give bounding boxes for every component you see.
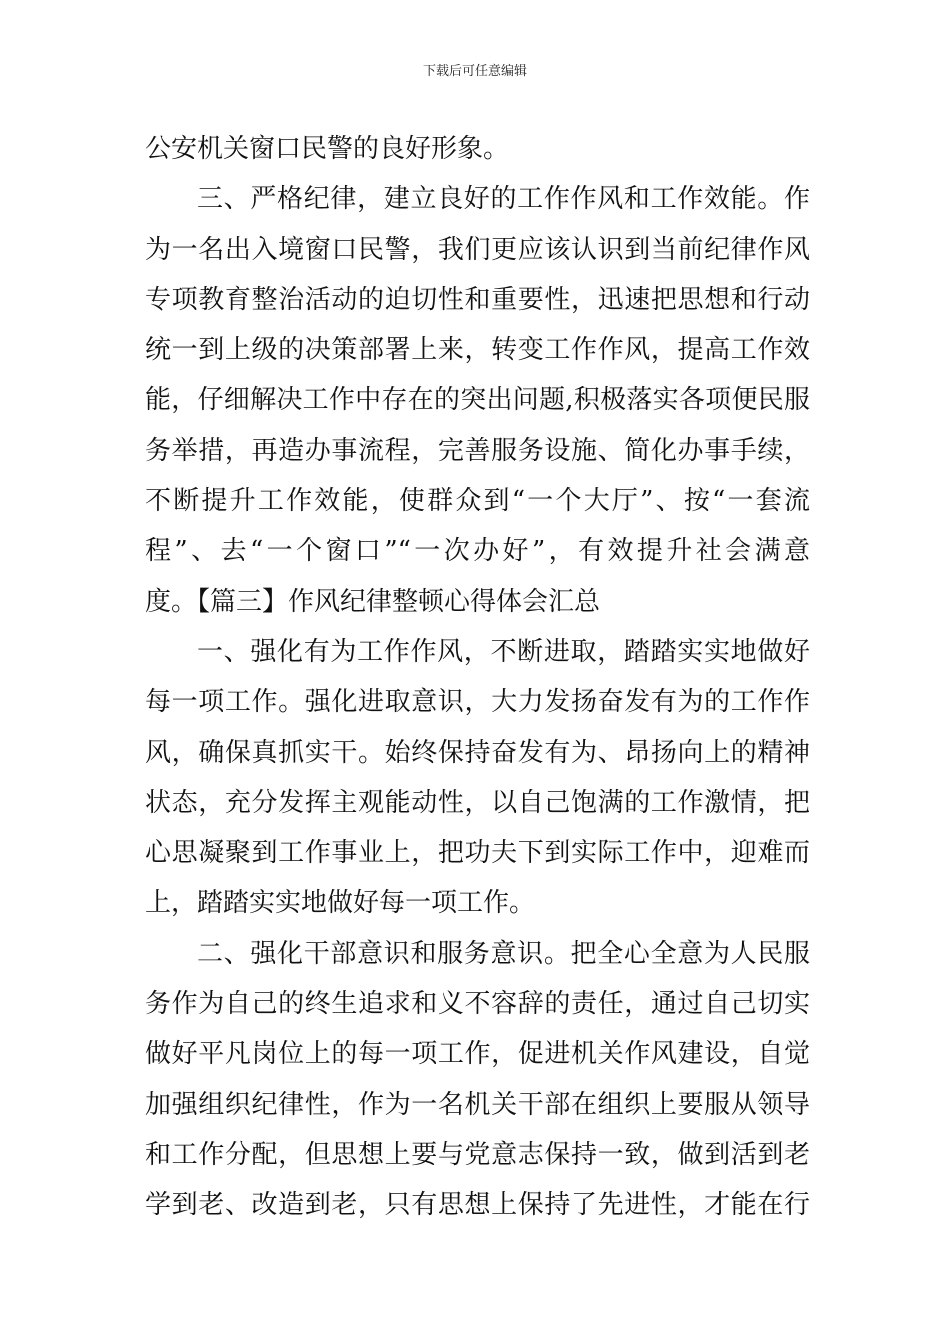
text-line: 二、强化干部意识和服务意识。把全心全意为人民服 <box>197 938 810 969</box>
text-line: 能，仔细解决工作中存在的突出问题,积极落实各项便民服 <box>145 385 810 416</box>
text-line: 三、严格纪律，建立良好的工作作风和工作效能。作 <box>197 184 810 215</box>
text-line: 学到老、改造到老，只有思想上保持了先进性，才能在行 <box>145 1190 810 1221</box>
text-line: 做好平凡岗位上的每一项工作，促进机关作风建设，自觉 <box>145 1039 810 1070</box>
text-line: 心思凝聚到工作事业上，把功夫下到实际工作中，迎难而 <box>145 838 810 869</box>
page-header: 下载后可任意编辑 <box>422 64 527 79</box>
text-line: 加强组织纪律性，作为一名机关干部在组织上要服从领导 <box>145 1089 810 1120</box>
text-line: 一、强化有为工作作风，不断进取，踏踏实实地做好 <box>197 636 810 667</box>
document-body <box>145 124 810 1231</box>
text-line: 统一到上级的决策部署上来，转变工作作风，提高工作效 <box>145 335 810 366</box>
text-line: 状态，充分发挥主观能动性，以自己饱满的工作激情，把 <box>145 787 810 818</box>
text-line: 程”、去“一个窗口”“一次办好”，有效提升社会满意 <box>145 536 810 567</box>
text-line: 为一名出入境窗口民警，我们更应该认识到当前纪律作风 <box>145 234 810 265</box>
text-line: 务作为自己的终生追求和义不容辞的责任，通过自己切实 <box>145 989 810 1020</box>
text-line: 专项教育整治活动的迫切性和重要性，迅速把思想和行动 <box>145 284 810 315</box>
text-line: 不断提升工作效能，使群众到“一个大厅”、按“一套流 <box>145 486 810 517</box>
text-line: 和工作分配，但思想上要与党意志保持一致，做到活到老 <box>145 1139 810 1170</box>
text-line: 上，踏踏实实地做好每一项工作。 <box>145 888 536 919</box>
text-line: 风，确保真抓实干。始终保持奋发有为、昂扬向上的精神 <box>145 737 810 768</box>
text-line: 公安机关窗口民警的良好形象。 <box>145 134 510 164</box>
text-line: 度。【篇三】作风纪律整顿心得体会汇总 <box>145 586 601 617</box>
text-line: 务举措，再造办事流程，完善服务设施、简化办事手续， <box>145 435 810 466</box>
text-line: 每一项工作。强化进取意识，大力发扬奋发有为的工作作 <box>145 687 810 718</box>
